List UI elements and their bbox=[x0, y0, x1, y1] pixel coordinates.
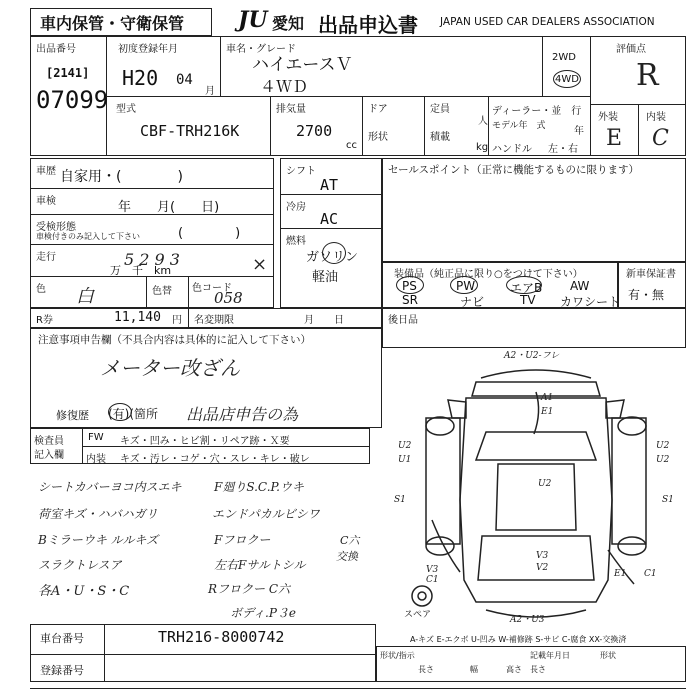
shape-label: 形状 bbox=[368, 132, 388, 143]
recycle-unit: 円 bbox=[172, 315, 182, 326]
warranty-label: 新車保証書 bbox=[626, 269, 676, 280]
score-exterior: E bbox=[606, 126, 623, 151]
equipment-aw: AW bbox=[570, 279, 590, 293]
inspector-note-5: 各A・U・S・C bbox=[38, 584, 130, 599]
inspector-note-1: シートカバーヨコ内スエキ bbox=[38, 480, 182, 494]
diagram-mark-17: A2・U3 bbox=[510, 615, 545, 625]
history-label: 車歴 bbox=[36, 166, 56, 177]
fuel-gas: ガソリン bbox=[306, 250, 359, 265]
inspector-label-bottom: 記入欄 bbox=[34, 450, 64, 461]
inspector-note-11: ボディ.P３e bbox=[230, 606, 297, 620]
bottom-table-label-4: 高さ bbox=[506, 665, 522, 674]
inspector-note-6: F廻りS.C.P.ウキ bbox=[214, 480, 304, 494]
displacement: 2700 bbox=[296, 122, 333, 140]
chassis-value: TRH216-8000742 bbox=[158, 628, 285, 646]
recycle-value: 11,140 bbox=[114, 310, 161, 325]
history-value: 自家用・( ) bbox=[60, 169, 183, 185]
form-title: 出品申込書 bbox=[318, 13, 418, 37]
load-unit: kg bbox=[476, 142, 489, 153]
chassis-label: 車台番号 bbox=[40, 632, 84, 645]
drive-2wd: 2WD bbox=[552, 52, 576, 63]
lot-number: 07099 bbox=[36, 86, 109, 114]
handle-label: ハンドル bbox=[492, 144, 532, 155]
shift-value: AT bbox=[320, 176, 339, 194]
bottom-table-label-5: 記載年月日 bbox=[530, 651, 570, 660]
notes-handwritten: メーター改ざん bbox=[100, 356, 240, 380]
load-label: 積載 bbox=[430, 132, 450, 143]
inspector-interior-label: 内装 bbox=[86, 454, 106, 465]
inspector-note-12: C六 bbox=[340, 534, 360, 547]
drive-4wd: 4WD bbox=[555, 74, 579, 85]
displacement-unit: cc bbox=[346, 140, 357, 151]
diagram-mark-8: S1 bbox=[662, 495, 674, 505]
registration-label: 初度登録年月 bbox=[118, 44, 178, 55]
bottom-table-label-7: 長さ bbox=[530, 665, 546, 674]
shift-label: シフト bbox=[286, 166, 316, 177]
repair-value: (有)(箇所 bbox=[108, 407, 159, 421]
equipment-label: 装備品（純正品に限り○をつけて下さい） bbox=[394, 269, 583, 280]
drive-4wd-circle bbox=[553, 70, 581, 88]
inspector-note-10: Rフロクー C六 bbox=[208, 582, 291, 596]
inspector-note-2: 荷室キズ・ハバハガリ bbox=[38, 507, 158, 521]
inspector-fw-label: FW bbox=[88, 432, 104, 443]
diagram-mark-1: A2・U2-フレ bbox=[504, 351, 560, 361]
warranty-value: 有・無 bbox=[628, 288, 665, 302]
diagram-mark-14: V3 bbox=[426, 565, 439, 575]
inspection-label: 車検 bbox=[36, 196, 56, 207]
mileage-value: 5 2 9 3 bbox=[124, 250, 180, 269]
spare-label: スペア bbox=[404, 610, 432, 620]
inspector-note-3: Bミラーウキ ルルキズ bbox=[38, 533, 159, 547]
diagram-mark-12: V2 bbox=[536, 563, 549, 573]
model-label: 型式 bbox=[116, 104, 136, 115]
brand-location: 愛知 bbox=[272, 14, 305, 33]
bottom-table-label-2: 長さ bbox=[418, 665, 434, 674]
inspector-note-7: エンドパカルビシワ bbox=[212, 507, 320, 521]
bottom-table-label-3: 幅 bbox=[470, 665, 478, 674]
capacity-unit: 人 bbox=[478, 116, 488, 127]
score-interior: C bbox=[652, 126, 669, 151]
equipment-navi: ナビ bbox=[460, 295, 485, 309]
fuel-gas-circle bbox=[322, 242, 346, 264]
equipment-tv: TV bbox=[520, 293, 536, 307]
handle-options: 左・右 bbox=[548, 144, 578, 155]
notes-label: 注意事項申告欄（不具合内容は具体的に記入して下さい） bbox=[38, 334, 311, 346]
mileage-unit: 万 千 km bbox=[110, 264, 172, 277]
storage-label: 車内保管・守衛保管 bbox=[40, 14, 185, 33]
score-interior-label: 内装 bbox=[646, 112, 666, 123]
vehicle-grade: ４ＷＤ bbox=[260, 77, 309, 96]
equipment-seat: カワシート bbox=[560, 295, 621, 309]
mileage-unit-mark: × bbox=[252, 254, 268, 275]
registration-year: H20 bbox=[122, 66, 159, 90]
repair-handwritten: 出品店申告の為 bbox=[186, 405, 299, 424]
diagram-mark-10: U2 bbox=[656, 455, 670, 465]
repair-label: 修復歴 bbox=[56, 409, 89, 422]
aircon-label: 冷房 bbox=[286, 202, 306, 213]
repair-yes-circle bbox=[108, 403, 132, 421]
color-value: 白 bbox=[76, 286, 94, 307]
diagram-mark-11: V3 bbox=[536, 551, 549, 561]
diagram-mark-13: E1 bbox=[614, 569, 627, 579]
diagram-mark-3: E1 bbox=[541, 407, 554, 417]
displacement-label: 排気量 bbox=[276, 104, 306, 115]
capacity-label: 定員 bbox=[430, 104, 450, 115]
recycle-label: R券 bbox=[36, 315, 53, 326]
diagram-mark-16: C1 bbox=[644, 569, 657, 579]
dealer-label: ディーラー・並 行 bbox=[492, 106, 582, 117]
inspector-note-8: Fフロクー bbox=[214, 533, 271, 547]
inspector-note-9: 左右Fサルトシル bbox=[214, 558, 306, 572]
receipt-value: ( ) bbox=[178, 226, 241, 241]
fuel-label: 燃料 bbox=[286, 236, 306, 247]
mileage-label: 走行 bbox=[36, 252, 56, 263]
diagram-legend: A-キズ E-エクボ U-凹み W-補修跡 S-サビ C-腐食 XX-交換済 bbox=[410, 635, 627, 644]
score-value: R bbox=[636, 58, 659, 93]
color-change-label: 色替 bbox=[152, 286, 172, 297]
diagram-mark-9: U1 bbox=[398, 455, 412, 465]
bottom-table-label-6: 形状 bbox=[600, 651, 616, 660]
brand-logo: JU bbox=[238, 7, 268, 33]
fuel-diesel: 軽油 bbox=[312, 270, 339, 285]
score-exterior-label: 外装 bbox=[598, 112, 618, 123]
door-label: ドア bbox=[368, 104, 388, 115]
receipt-label: 受検形態 bbox=[36, 222, 76, 233]
color-code: 058 bbox=[214, 289, 243, 307]
equipment-pw-circle bbox=[450, 276, 478, 294]
receipt-note: 車検付きのみ記入して下さい bbox=[36, 232, 140, 241]
sales-points-label: セールスポイント（正常に機能するものに限ります） bbox=[388, 164, 640, 176]
inspector-note-13: 交換 bbox=[336, 550, 358, 563]
registration-number-label: 登録番号 bbox=[40, 664, 84, 677]
equipment-ps: PS bbox=[402, 279, 417, 293]
equipment-ps-circle bbox=[396, 276, 424, 294]
diagram-mark-6: U2 bbox=[538, 479, 552, 489]
diagram-mark-15: C1 bbox=[426, 575, 439, 585]
diagram-mark-2: A1 bbox=[541, 393, 554, 403]
lot-bracket-number: [2141] bbox=[46, 66, 90, 80]
model-year-label: モデル年 式 bbox=[492, 121, 546, 131]
registration-month-unit: 月 bbox=[205, 86, 215, 97]
aircon-value: AC bbox=[320, 210, 339, 228]
equipment-airbag: エアB bbox=[510, 281, 543, 295]
score-label: 評価点 bbox=[616, 44, 646, 55]
model-year-unit: 年 bbox=[574, 126, 584, 137]
diagram-mark-5: U2 bbox=[656, 441, 670, 451]
car-damage-diagram bbox=[386, 340, 686, 640]
deadline-value: 月 日 bbox=[304, 315, 344, 326]
model-code: CBF-TRH216K bbox=[140, 122, 240, 140]
back-date-label: 後日品 bbox=[388, 315, 418, 326]
inspector-interior-items: キズ・汚レ・コゲ・穴・スレ・キレ・破レ bbox=[120, 454, 310, 465]
inspector-label-top: 検査員 bbox=[34, 436, 64, 447]
diagram-mark-7: S1 bbox=[394, 495, 406, 505]
inspector-fw-items: キズ・凹み・ヒビ割・リペア跡・Ｘ要 bbox=[120, 436, 290, 447]
color-label: 色 bbox=[36, 284, 46, 295]
vehicle-name-label: 車名・グレード bbox=[226, 44, 296, 55]
color-code-label: 色コード bbox=[192, 283, 232, 294]
inspector-note-4: スラクトレスア bbox=[38, 558, 122, 572]
lot-number-label: 出品番号 bbox=[36, 44, 76, 55]
equipment-sr: SR bbox=[402, 293, 418, 307]
association-name: JAPAN USED CAR DEALERS ASSOCIATION bbox=[440, 16, 655, 28]
diagram-mark-4: U2 bbox=[398, 441, 412, 451]
equipment-airbag-circle bbox=[506, 276, 542, 294]
vehicle-name: ハイエースＶ bbox=[252, 55, 353, 75]
bottom-table-label-1: 形状/指示 bbox=[380, 651, 415, 660]
registration-month: 04 bbox=[176, 72, 193, 88]
inspection-value: 年 月( 日) bbox=[118, 200, 220, 215]
equipment-pw: PW bbox=[456, 279, 476, 293]
deadline-label: 名変期限 bbox=[194, 315, 234, 326]
